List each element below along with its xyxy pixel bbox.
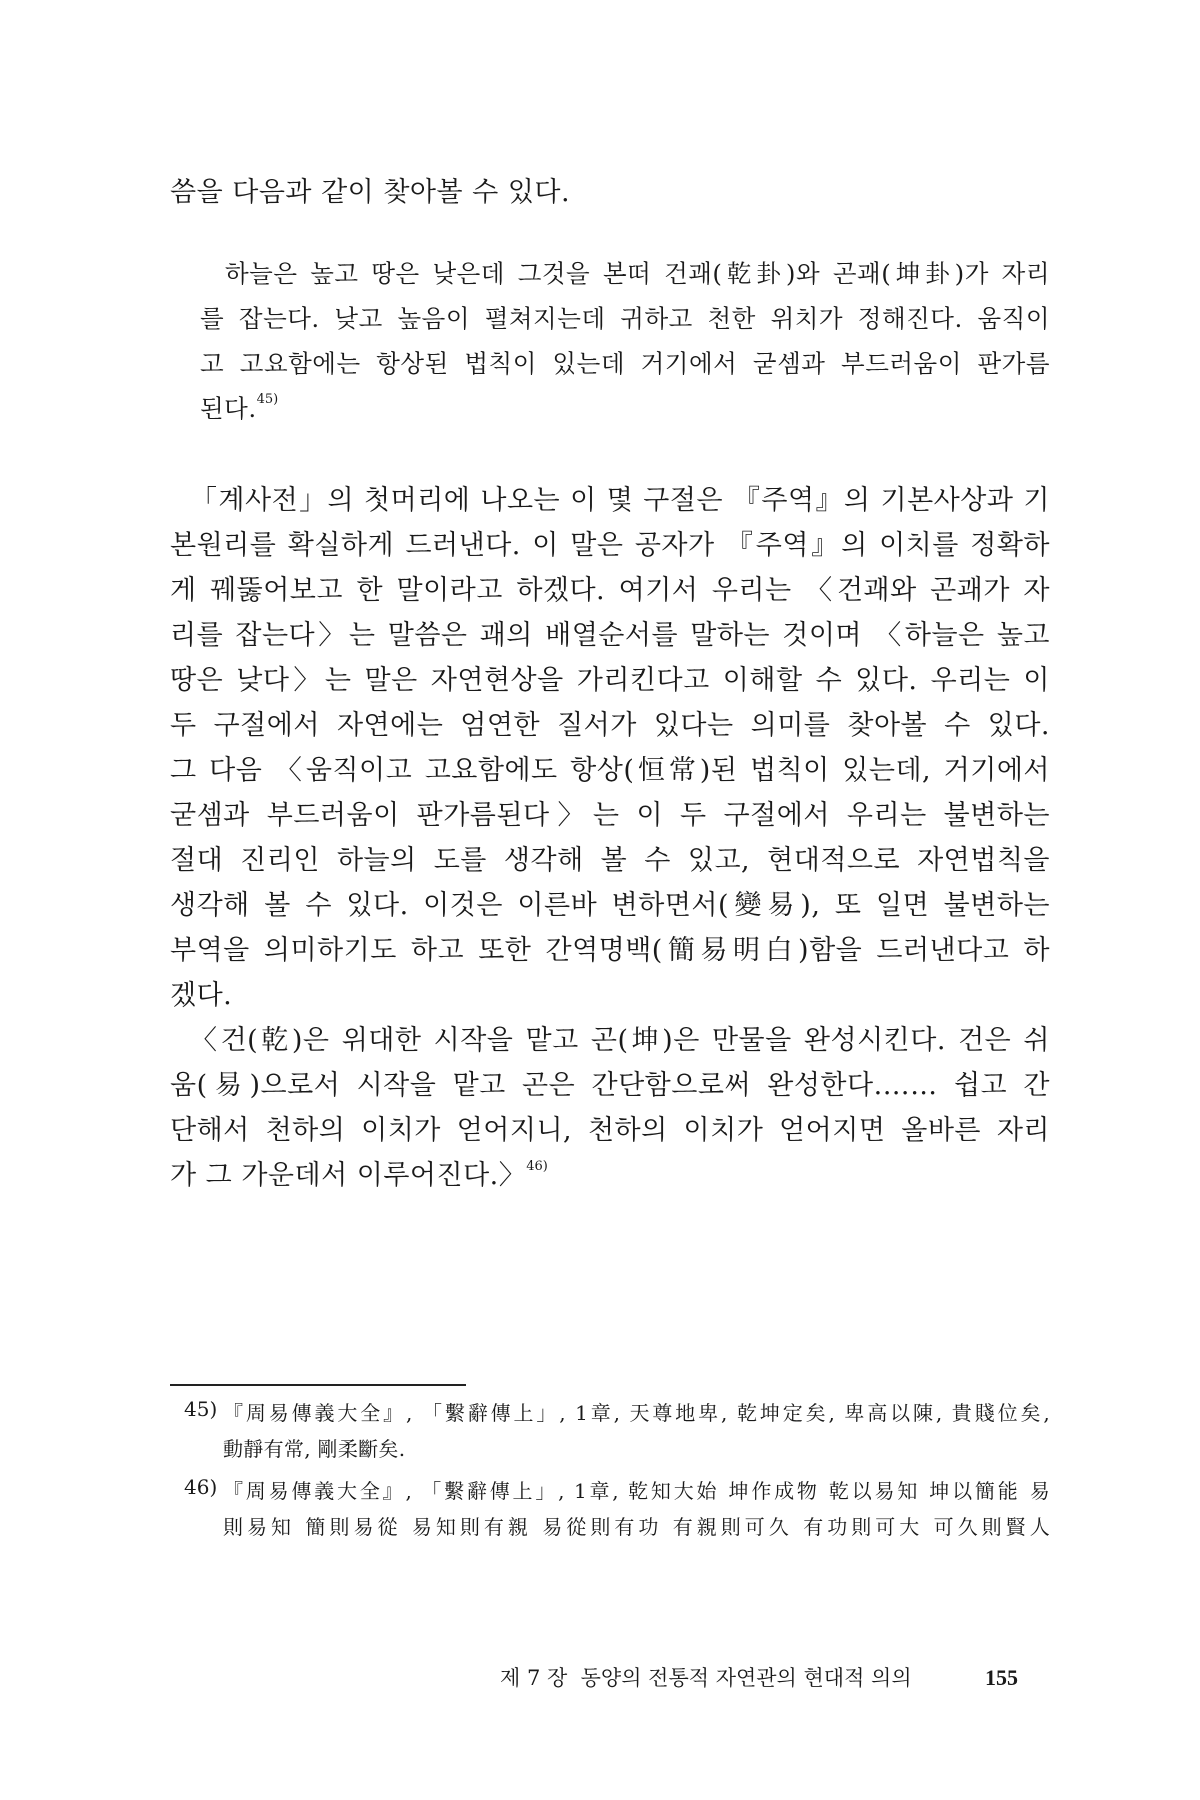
quote-line-last [200, 390, 1050, 425]
paragraph-line: 두 구절에서 자연에는 엄연한 질서가 있다는 의미를 찾아볼 수 있다. [170, 710, 1050, 741]
paragraph-line: 굳셈과 부드러움이 판가름된다〉는 이 두 구절에서 우리는 불변하는 [170, 800, 1050, 831]
quote-line: 고 고요함에는 항상된 법칙이 있는데 거기에서 굳셈과 부드러움이 판가름 [200, 349, 1050, 378]
quote-last-text: 된다. [200, 394, 257, 423]
paragraph-line: 단해서 천하의 이치가 얻어지니, 천하의 이치가 얻어지면 올바른 자리 [170, 1115, 1050, 1146]
paragraph-line: 리를 잡는다〉는 말씀은 괘의 배열순서를 말하는 것이며 〈하늘은 높고 [170, 620, 1050, 651]
paragraph-line: 움(易)으로서 시작을 맡고 곤은 간단함으로써 완성한다.…… 쉽고 간 [170, 1070, 1050, 1101]
paragraph-line: 「계사전」의 첫머리에 나오는 이 몇 구절은 『주역』의 기본사상과 기 [190, 485, 1050, 516]
page-number: 155 [985, 1665, 1018, 1690]
footnote-ref-45[interactable]: 45) [256, 392, 279, 407]
quote-line: 하늘은 높고 땅은 낮은데 그것을 본떠 건괘(乾卦)와 곤괘(坤卦)가 자리 [225, 259, 1050, 288]
footnote-ref-46[interactable]: 46) [526, 1159, 548, 1174]
paragraph-line: 게 꿰뚫어보고 한 말이라고 하겠다. 여기서 우리는 〈건괘와 곤괘가 자 [170, 575, 1050, 606]
paragraph-line: 생각해 볼 수 있다. 이것은 이른바 변하면서(變易), 또 일면 불변하는 [170, 890, 1050, 921]
quote-line: 를 잡는다. 낮고 높음이 펼쳐지는데 귀하고 천한 위치가 정해진다. 움직이 [200, 304, 1050, 333]
intro-line: 씀을 다음과 같이 찾아볼 수 있다. [170, 177, 571, 208]
footnote-line: 則易知 簡則易從 易知則有親 易從則有功 有親則可久 有功則可大 可久則賢人 [223, 1515, 1050, 1539]
footnote-number: 46) [184, 1475, 218, 1499]
paragraph-line-last [170, 1153, 1050, 1192]
footnote-line: 動靜有常, 剛柔斷矣. [223, 1437, 406, 1461]
paragraph-last-text: 가 그 가운데서 이루어진다.〉 [170, 1160, 527, 1191]
paragraph-line: 부역을 의미하기도 하고 또한 간역명백(簡易明白)함을 드러낸다고 하 [170, 935, 1050, 966]
paragraph-line: 절대 진리인 하늘의 도를 생각해 볼 수 있고, 현대적으로 자연법칙을 [170, 845, 1050, 876]
paragraph-line: 그 다음 〈움직이고 고요함에도 항상(恒常)된 법칙이 있는데, 거기에서 [170, 755, 1050, 786]
footnote-line: 『周易傳義大全』, 「繫辭傳上」, 1章, 乾知大始 坤作成物 乾以易知 坤以簡能 易 [223, 1479, 1050, 1503]
paragraph-line: 겠다. [170, 980, 233, 1011]
footnote-number: 45) [184, 1397, 218, 1421]
chapter-title: 제 7 장 동양의 전통적 자연관의 현대적 의의 [500, 1666, 912, 1690]
paragraph-line: 〈건(乾)은 위대한 시작을 맡고 곤(坤)은 만물을 완성시킨다. 건은 쉬 [190, 1025, 1050, 1056]
paragraph-line: 땅은 낮다〉는 말은 자연현상을 가리킨다고 이해할 수 있다. 우리는 이 [170, 665, 1050, 696]
running-footer [500, 1662, 1018, 1692]
paragraph-line: 본원리를 확실하게 드러낸다. 이 말은 공자가 『주역』의 이치를 정확하 [170, 530, 1050, 561]
footnote-line: 『周易傳義大全』, 「繫辭傳上」, 1章, 天尊地卑, 乾坤定矣, 卑高以陳, 貴賤位矣, [223, 1401, 1050, 1425]
footnote-divider [170, 1384, 466, 1386]
